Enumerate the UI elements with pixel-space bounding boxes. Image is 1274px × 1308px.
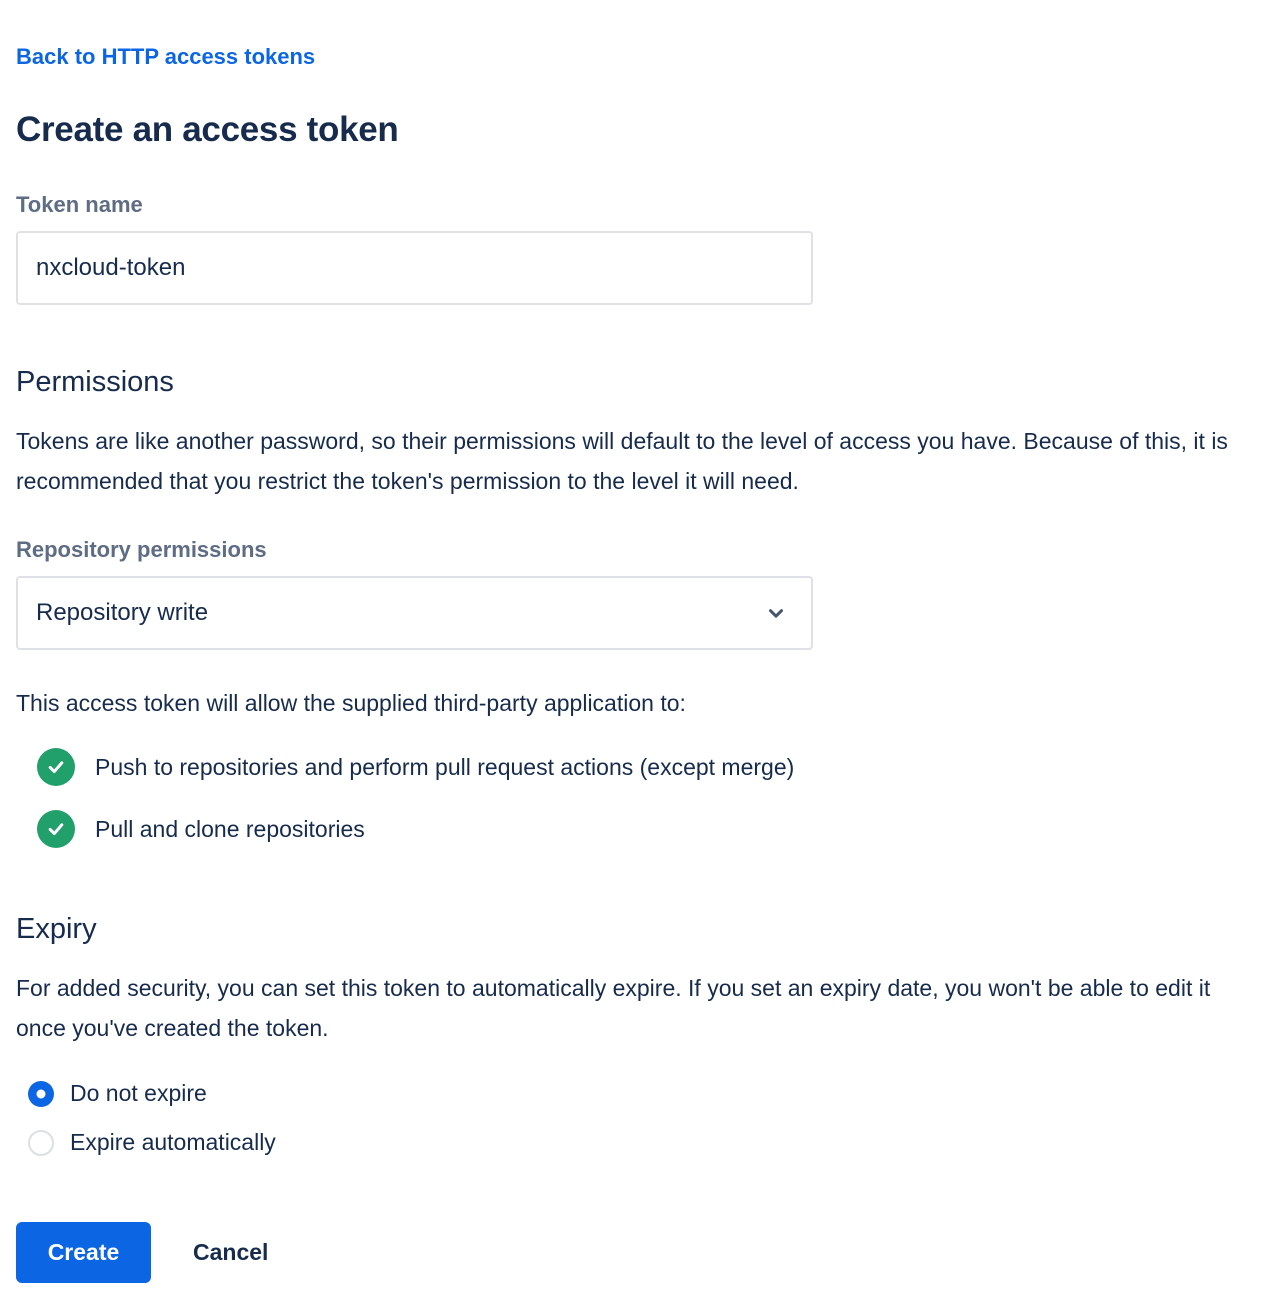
token-name-input[interactable] [16,231,813,305]
token-allow-intro: This access token will allow the supplied third-party application to: [16,690,686,716]
token-name-label: Token name [16,192,143,217]
capability-push-text: Push to repositories and perform pull request actions (except merge) [95,754,795,780]
capability-row-push [37,748,1258,786]
permissions-heading: Permissions [16,366,174,398]
expiry-heading: Expiry [16,913,97,945]
repository-permissions-label: Repository permissions [16,537,267,562]
capability-pull-text: Pull and clone repositories [95,816,365,842]
form-actions [16,1222,1258,1283]
radio-selected-icon[interactable] [28,1081,54,1107]
check-circle-icon [37,810,75,848]
page-title: Create an access token [16,110,399,149]
chevron-down-icon [765,602,787,624]
repository-permissions-selected-value: Repository write [36,599,209,626]
permissions-description: Tokens are like another password, so their permissions will default to the level of access you have. Because of this, it is recommended that you restrict the token's permission to the level it will need. [16,428,1228,494]
radio-expire-automatically[interactable] [28,1129,1258,1156]
back-to-http-access-tokens-link[interactable]: Back to HTTP access tokens [16,44,316,69]
expiry-description: For added security, you can set this token to automatically expire. If you set an expiry date, you won't be able to edit it once you've created the token. [16,975,1211,1041]
radio-expire-automatically-label: Expire automatically [70,1129,276,1155]
repository-permissions-select[interactable] [16,576,813,650]
capability-row-pull [37,810,1258,848]
create-button[interactable]: Create [16,1222,151,1283]
check-circle-icon [37,748,75,786]
radio-unselected-icon[interactable] [28,1130,54,1156]
radio-do-not-expire-label: Do not expire [70,1080,207,1106]
cancel-button[interactable]: Cancel [193,1239,269,1265]
radio-do-not-expire[interactable] [28,1080,1258,1107]
